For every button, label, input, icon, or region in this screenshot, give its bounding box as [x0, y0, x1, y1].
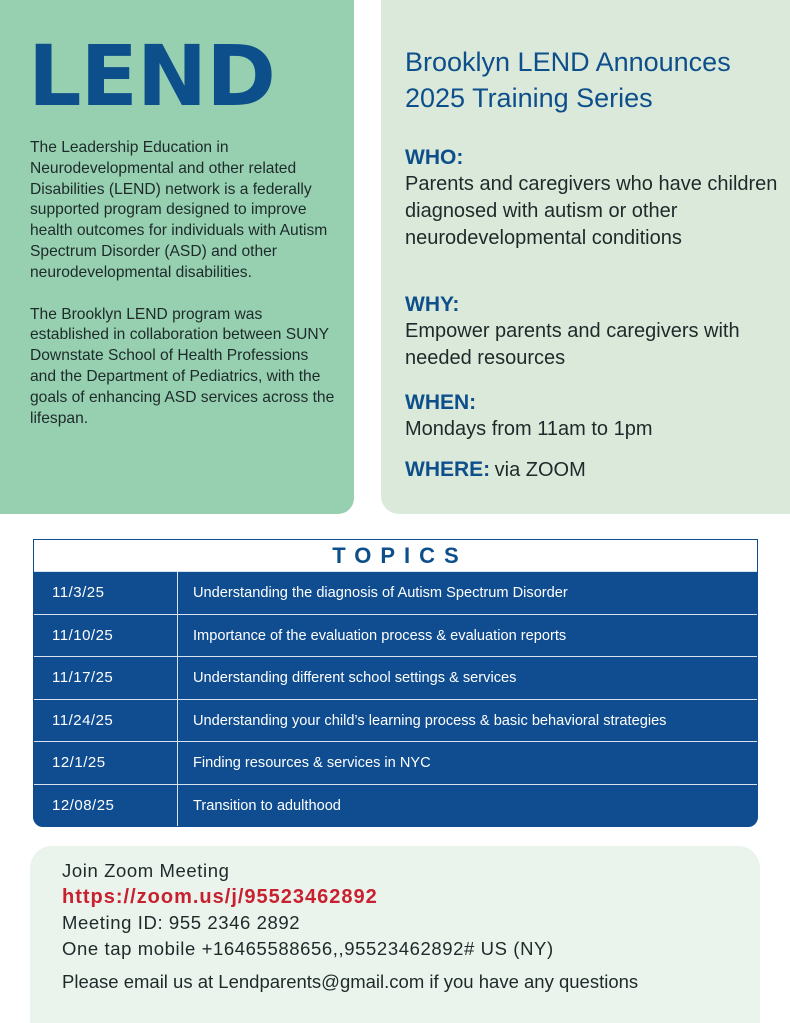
table-row	[34, 699, 757, 742]
topic-date: 12/08/25	[34, 785, 178, 827]
topics-title: TOPICS	[34, 540, 757, 571]
who-label: WHO:	[405, 146, 464, 169]
topic-date: 11/10/25	[34, 615, 178, 657]
when-value: Mondays from 11am to 1pm	[405, 418, 653, 440]
topic-date: 11/3/25	[34, 572, 178, 614]
topic-date: 11/24/25	[34, 700, 178, 742]
lend-description-paragraph-1: The Leadership Education in Neurodevelopmental and other related Disabilities (LEND) network is a federally supported program designed to improve health outcomes for individuals with Autism Spectrum Disorder (ASD) and other neurodevelopmental disabilities.	[30, 139, 328, 281]
topics-table	[33, 539, 758, 827]
lend-description	[30, 138, 335, 450]
contact-email-note: Please email us at Lendparents@gmail.com if you have any questions	[62, 971, 639, 992]
who-section	[405, 145, 785, 252]
why-value: Empower parents and caregivers with needed resources	[405, 320, 740, 369]
topic-title: Understanding your child’s learning process & basic behavioral strategies	[193, 712, 667, 729]
table-row	[34, 656, 757, 699]
when-label: WHEN:	[405, 391, 477, 414]
table-row	[34, 784, 757, 827]
why-label: WHY:	[405, 293, 460, 316]
join-zoom-label: Join Zoom Meeting	[62, 860, 230, 881]
who-value: Parents and caregivers who have children diagnosed with autism or other neurodevelopmental conditions	[405, 173, 778, 249]
zoom-details	[62, 858, 752, 995]
topic-title: Understanding different school settings & services	[193, 670, 517, 686]
lend-description-paragraph-2: The Brooklyn LEND program was established in collaboration between SUNY Downstate School of Health Professions and the Department of Pediatrics, with the goals of enhancing ASD services across the lifespan.	[30, 305, 335, 427]
topic-title: Transition to adulthood	[193, 797, 341, 814]
topic-date: 11/17/25	[34, 657, 178, 699]
table-row	[34, 741, 757, 784]
lend-logo: LEND	[28, 27, 275, 125]
meeting-id: Meeting ID: 955 2346 2892	[62, 912, 301, 933]
topic-title: Finding resources & services in NYC	[193, 755, 431, 771]
when-section	[405, 390, 785, 443]
table-row	[34, 571, 757, 614]
zoom-info-panel	[30, 846, 760, 1023]
one-tap-mobile: One tap mobile +16465588656,,95523462892# US (NY)	[62, 938, 554, 959]
where-label: WHERE:	[405, 458, 491, 481]
announcement-headline: Brooklyn LEND Announces 2025 Training Series	[405, 47, 731, 113]
zoom-meeting-link[interactable]: https://zoom.us/j/95523462892	[62, 886, 378, 908]
lend-intro-panel	[0, 0, 354, 514]
why-section	[405, 292, 785, 372]
topic-title: Importance of the evaluation process & evaluation reports	[193, 627, 567, 644]
topic-date: 12/1/25	[34, 742, 178, 784]
table-row	[34, 614, 757, 657]
where-value: via ZOOM	[494, 459, 586, 481]
topic-title: Understanding the diagnosis of Autism Spectrum Disorder	[193, 585, 568, 601]
announcement-panel	[381, 0, 790, 514]
where-section	[405, 457, 785, 484]
